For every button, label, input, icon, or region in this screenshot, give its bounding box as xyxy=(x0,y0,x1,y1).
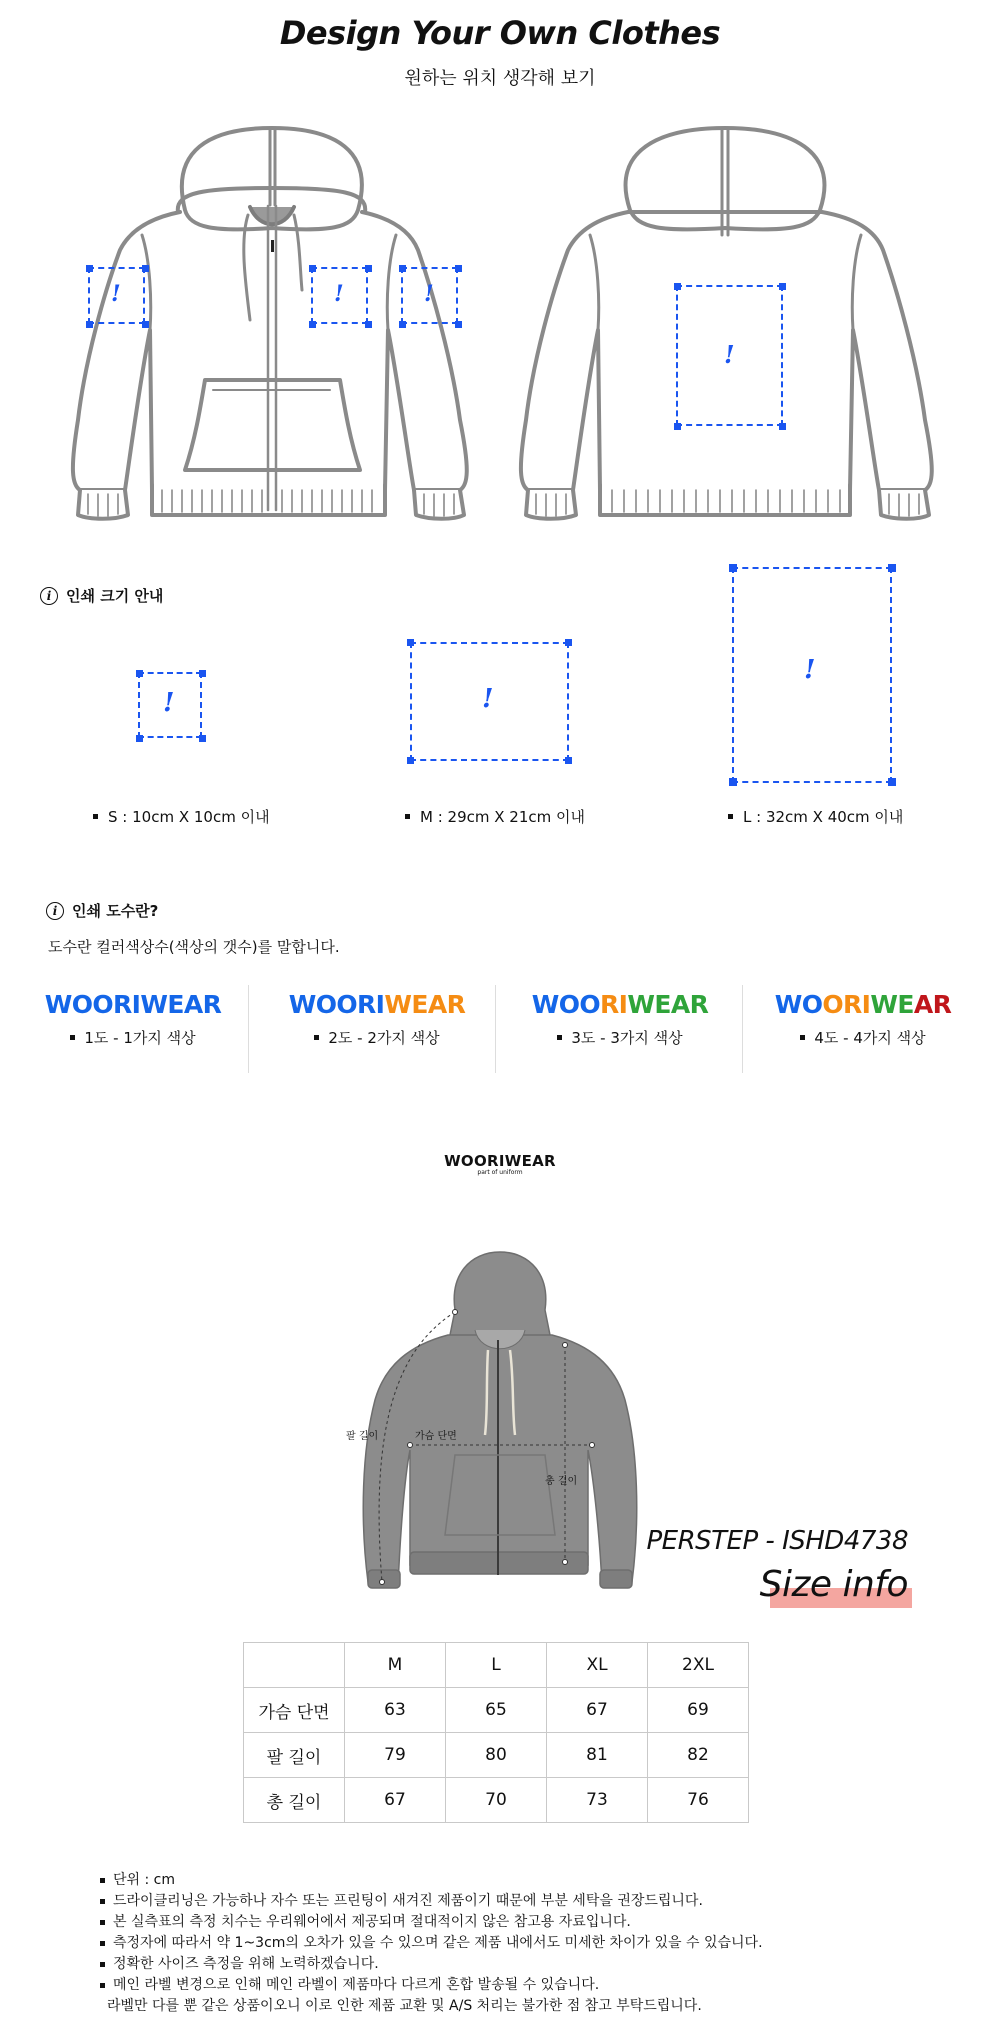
wooriwear-logo-3color: WOORIWEAR xyxy=(531,990,709,1019)
list-item: 드라이클리닝은 가능하나 자수 또는 프린팅이 새겨진 제품이기 때문에 부분 세탁을 권장드립니다. xyxy=(100,1891,763,1912)
measure-label-length: 총 길이 xyxy=(545,1476,578,1487)
info-icon: i xyxy=(46,902,64,920)
print-size-l-label: L : 32cm X 40cm 이내 xyxy=(728,806,903,827)
column-header: M xyxy=(345,1643,446,1688)
list-item: 단위 : cm xyxy=(100,1870,763,1891)
wooriwear-logo-2color: WOORIWEAR xyxy=(288,990,466,1019)
wooriwear-logo-1color xyxy=(28,990,238,1019)
exclamation-icon: ! xyxy=(482,684,494,714)
print-size-s-label: S : 10cm X 10cm 이내 xyxy=(93,806,270,827)
color-option-4[interactable]: WOORIWEAR 4도 - 4가지 색상 xyxy=(758,990,968,1048)
exclamation-icon: ! xyxy=(334,281,344,307)
list-item: 본 실측표의 측정 치수는 우리웨어에서 제공되며 절대적이지 않은 참고용 자료입니다. xyxy=(100,1912,763,1933)
notes-list xyxy=(100,1870,763,2017)
table-header-row xyxy=(244,1643,749,1688)
exclamation-icon: ! xyxy=(804,655,816,685)
size-info-title: Size info xyxy=(759,1564,908,1605)
table-row: 가슴 단면 63 65 67 69 xyxy=(244,1688,749,1733)
print-size-m-label: M : 29cm X 21cm 이내 xyxy=(405,806,585,827)
info-icon: i xyxy=(40,587,58,605)
list-item: 측정자에 따라서 약 1~3cm의 오차가 있을 수 있으며 같은 제품 내에서도 미세한 차이가 있을 수 있습니다. xyxy=(100,1933,763,1954)
exclamation-icon: ! xyxy=(111,281,121,307)
color-option-2[interactable]: WOORIWEAR 2도 - 2가지 색상 xyxy=(272,990,482,1048)
product-photo xyxy=(350,1245,650,1595)
table-row: 팔 길이 79 80 81 82 xyxy=(244,1733,749,1778)
print-size-heading: i 인쇄 크기 안내 xyxy=(40,585,163,606)
row-label: 총 길이 xyxy=(244,1778,345,1823)
table-row: 총 길이 67 70 73 76 xyxy=(244,1778,749,1823)
logo-seg: WOORIWEAR xyxy=(44,990,222,1019)
column-header: L xyxy=(446,1643,547,1688)
list-item: 정확한 사이즈 측정을 위해 노력하겠습니다. xyxy=(100,1954,763,1975)
hoodie-illustration xyxy=(60,118,940,528)
color-option-1[interactable]: WOORIWEAR 1도 - 1가지 색상 xyxy=(28,990,238,1048)
exclamation-icon: ! xyxy=(424,281,434,307)
measure-label-chest: 가슴 단면 xyxy=(415,1431,457,1442)
column-header: 2XL xyxy=(648,1643,749,1688)
color-option-3[interactable]: WOORIWEAR 3도 - 3가지 색상 xyxy=(515,990,725,1048)
print-colors-heading: i 인쇄 도수란? xyxy=(46,900,158,921)
list-item: 메인 라벨 변경으로 인해 메인 라벨이 제품마다 다르게 혼합 발송될 수 있습니다. xyxy=(100,1975,763,1996)
wooriwear-logo-4color: WOORIWEAR xyxy=(774,990,952,1019)
measure-label-arm: 팔 길이 xyxy=(346,1431,379,1442)
page-subtitle: 원하는 위치 생각해 보기 xyxy=(404,68,596,89)
page-title: Design Your Own Clothes xyxy=(279,14,721,52)
row-label: 팔 길이 xyxy=(244,1733,345,1778)
column-header: XL xyxy=(547,1643,648,1688)
exclamation-icon: ! xyxy=(724,340,735,369)
list-item: 라벨만 다를 뿐 같은 상품이오니 이로 인한 제품 교환 및 A/S 처리는 불가한 점 참고 부탁드립니다. xyxy=(107,1998,702,2014)
row-label: 가슴 단면 xyxy=(244,1688,345,1733)
exclamation-icon: ! xyxy=(163,688,175,718)
product-code: PERSTEP - ISHD4738 xyxy=(646,1526,908,1556)
brand-logo: WOORIWEAR part of uniform xyxy=(444,1152,556,1176)
print-colors-description: 도수란 컬러색상수(색상의 갯수)를 말합니다. xyxy=(48,938,340,956)
size-table xyxy=(243,1642,749,1823)
